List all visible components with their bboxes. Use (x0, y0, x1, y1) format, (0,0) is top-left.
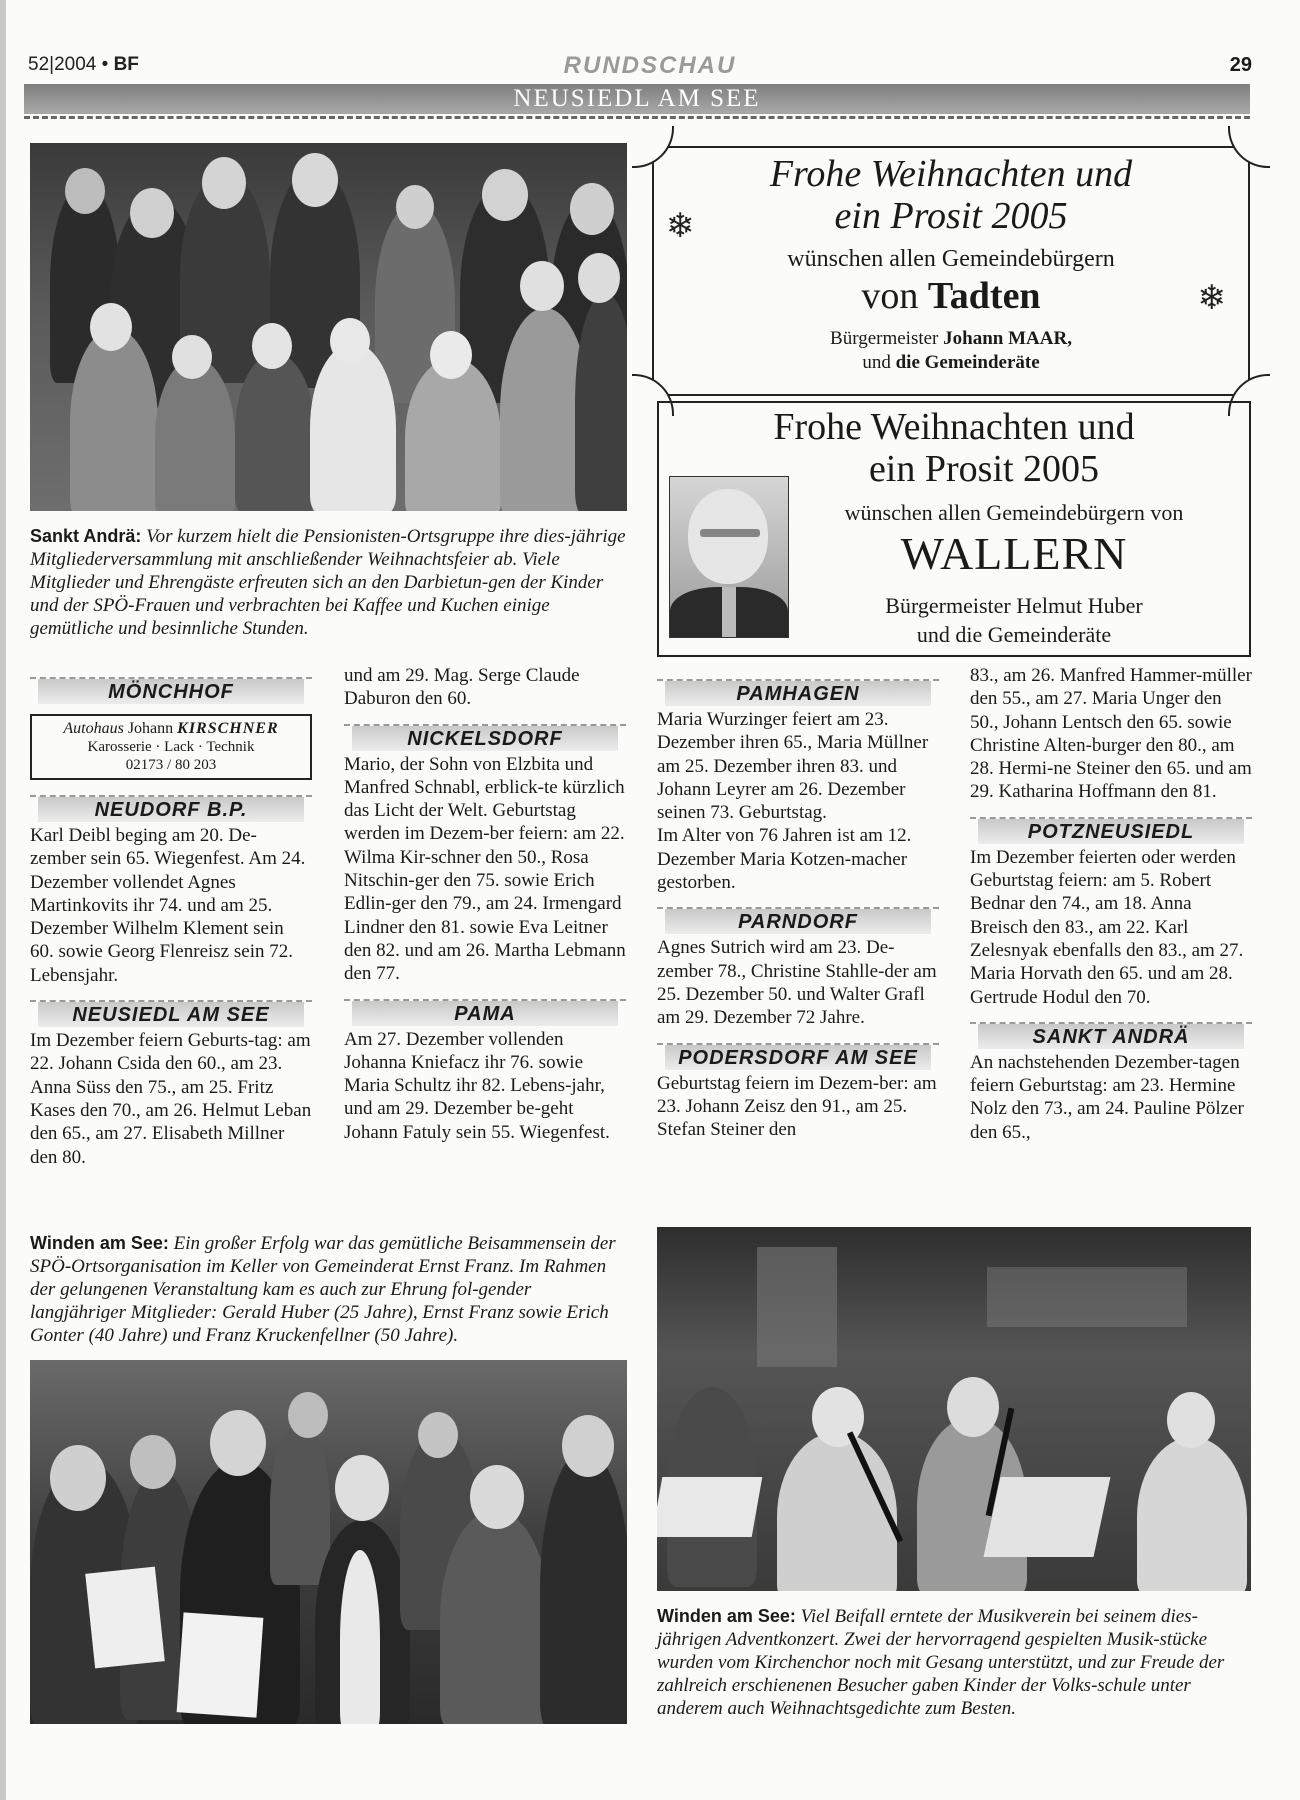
banner-divider (24, 116, 1250, 119)
heading-neusiedl: NEUSIEDL AM SEE (30, 993, 312, 1027)
ad-wallern (657, 401, 1251, 657)
heading-pamhagen: PAMHAGEN (657, 672, 939, 706)
heading-nickelsdorf: NICKELSDORF (344, 717, 626, 751)
ad-tadten-council: die Gemeinderäte (895, 352, 1040, 373)
text-neudorf: Karl Deibl beging am 20. De-zember sein 65. Wiegenfest. Am 24. Dezember vollendet Agnes Martinkovits ihr 74. und am 25. Dezember Wilhelm Klement sein 60. sowie Georg Flenreisz sein 72. Lebensjahr. (30, 825, 306, 986)
heading-potzneusiedl: POTZNEUSIEDL (970, 810, 1252, 844)
heading-parndorf: PARNDORF (657, 900, 939, 934)
ad-wallern-line6: und die Gemeinderäte (916, 622, 1112, 647)
mayor-portrait (669, 476, 789, 638)
heading-pama: PAMA (344, 992, 626, 1026)
text-sankt-andrae: An nachstehenden Dezember-tagen feiern Geburtstag: am 23. Hermine Nolz den 73., am 24. Pauline Pölzer den 65., (970, 1051, 1244, 1143)
caption-place: Sankt Andrä: (30, 526, 142, 546)
page-edge (0, 0, 6, 1800)
column-2 (344, 664, 626, 1144)
caption-text: Vor kurzem hielt die Pensionisten-Ortsgruppe ihre dies-jährige Mitgliederversammlung mit anschließender Weihnachtsfeier ab. Viele Mitglieder und Ehrengäste erfreuten sich an den Darbietun-gen der Kinder und der SPÖ-Frauen und verbrachten bei Kaffee und Kuchen einige gemütliche und besinnliche Stunden. (30, 526, 626, 639)
ad-tadten-mayor-title: Bürgermeister (830, 328, 944, 349)
ad-tadten-line2: ein Prosit 2005 (834, 195, 1068, 237)
caption-place: Winden am See: (30, 1233, 169, 1253)
snowflake-icon: ❄ (1197, 280, 1226, 317)
issue-number: 52|2004 (28, 54, 97, 75)
page-number: 29 (1229, 54, 1252, 76)
ad-tadten-town: Tadten (927, 275, 1041, 317)
heading-moenchhof: MÖNCHHOF (30, 670, 312, 704)
ad-tadten-mayor-name: Johann MAAR, (943, 328, 1072, 349)
snowflake-icon: ❄ (666, 208, 695, 245)
text-pamhagen-obit: Im Alter von 76 Jahren ist am 12. Dezember Maria Kotzen-macher gestorben. (657, 825, 912, 894)
caption-place: Winden am See: (657, 1606, 796, 1626)
ad-wallern-line1: Frohe Weihnachten und (773, 406, 1135, 448)
text-nickelsdorf: Mario, der Sohn von Elzbita und Manfred Schnabl, erblick-te kürzlich das Licht der Welt. Geburtstag werden im Dezem-ber feiern: am 22. Wilma Kir-schner den 50., Rosa Nitschin-ger den 75. sowie Erich Edlin-ger den 79., am 24. Irmengard Lindner den 81. sowie Eva Leitner den 82. und am 26. Martha Lebmann den 77. (344, 753, 626, 985)
ad-wallern-line3: wünschen allen Gemeindebürgern von (844, 500, 1184, 525)
ad-wallern-line5: Bürgermeister Helmut Huber (885, 593, 1143, 618)
caption-winden-musikverein (657, 1605, 1251, 1720)
text-moenchhof-cont: und am 29. Mag. Serge Claude Daburon den 60. (344, 665, 580, 710)
photo-sankt-andrae (30, 143, 627, 511)
ad-tadten (652, 146, 1250, 396)
caption-text: Viel Beifall erntete der Musikverein bei seinem dies-jährigen Adventkonzert. Zwei der hervorragend gespielten Musik-stücke wurden vom Kirchenchor noch mit Gesang unterstützt, und zur Freude der zahlreich erschienenen Besucher gaben Kinder der Volks-schule unter anderem auch Weihnachtsgedichte zum Besten. (657, 1606, 1225, 1719)
text-neusiedl: Im Dezember feiern Geburts-tag: am 22. Johann Csida den 60., am 23. Anna Süss den 75., am 25. Fritz Kases den 70., am 26. Helmut Leban den 65., am 27. Elisabeth Millner den 80. (30, 1030, 312, 1168)
ad-tadten-und: und (862, 352, 896, 373)
ad-tadten-line6 (654, 352, 1248, 374)
ad-tadten-von: von (861, 275, 928, 317)
ad-tadten-line1: Frohe Weihnachten und (769, 153, 1133, 195)
caption-winden-spoe (30, 1232, 630, 1347)
text-pama: Am 27. Dezember vollenden Johanna Kniefacz ihr 76. sowie Maria Schultz ihr 82. Lebens-jahr, und am 29. Dezember be-geht Johann Fatuly sein 55. Wiegenfest. (344, 1028, 610, 1143)
ad-wallern-line2: ein Prosit 2005 (868, 448, 1100, 490)
photo-winden-spoe (30, 1360, 627, 1724)
ad-tadten-line3: wünschen allen Gemeindebürgern (787, 246, 1115, 272)
ad-tadten-line4 (654, 274, 1248, 318)
text-pamhagen: Maria Wurzinger feiert am 23. Dezember ihren 65., Maria Müllner am 25. Dezember ihren 83. und Johann Leyrer am 26. Dezember seinen 73. Geburtstag. (657, 709, 929, 824)
text-podersdorf-cont: 83., am 26. Manfred Hammer-müller den 55., am 27. Maria Unger den 50., Johann Lentsch den 65. sowie Christine Alten-burger den 80., am 28. Hermi-ne Steiner den 65. und am 29. Katharina Hoffmann den 81. (970, 665, 1252, 803)
photo-winden-musikverein (657, 1227, 1251, 1591)
ad-autohaus-kirschner (30, 714, 312, 780)
ad-kirschner-name: Autohaus Johann KIRSCHNER (63, 720, 279, 737)
text-podersdorf: Geburtstag feiern im Dezem-ber: am 23. Johann Zeisz den 91., am 25. Stefan Steiner den (657, 1072, 937, 1141)
heading-neudorf: NEUDORF B.P. (30, 788, 312, 822)
ad-tadten-line5 (654, 328, 1248, 350)
text-parndorf: Agnes Sutrich wird am 23. De-zember 78., Christine Stahlle-der am 25. Dezember 50. und Walter Grafl am 29. Dezember 72 Jahre. (657, 937, 937, 1029)
column-1 (30, 664, 312, 1169)
text-potzneusiedl: Im Dezember feierten oder werden Geburtstag feiern: am 5. Robert Bednar den 74., am 18. Anna Breisch den 83., am 22. Karl Zelesnyak ebenfalls den 83., am 27. Maria Horvath den 65. und am 28. Gertrude Hodul den 70. (970, 846, 1244, 1008)
column-4 (970, 664, 1252, 1144)
caption-text: Ein großer Erfolg war das gemütliche Beisammensein der SPÖ-Ortsorganisation im Keller von Gemeinderat Ernst Franz. Im Rahmen der gelungenen Veranstaltung kam es auch zur Ehrung fol-gender langjähriger Mitglieder: Gerald Huber (25 Jahre), Ernst Franz sowie Erich Gonter (40 Jahre) und Franz Kruckenfellner (50 Jahre). (30, 1233, 616, 1346)
region-banner: NEUSIEDL AM SEE (24, 84, 1250, 114)
section-title: RUNDSCHAU (563, 52, 737, 79)
ad-kirschner-phone: 02173 / 80 203 (125, 757, 217, 773)
caption-sankt-andrae (30, 525, 630, 640)
ad-kirschner-services: Karosserie · Lack · Technik (87, 739, 255, 755)
column-3 (657, 666, 939, 1141)
ad-wallern-town: WALLERN (900, 528, 1128, 579)
separator-bullet: • (101, 54, 109, 75)
paper-name: BF (113, 54, 139, 75)
heading-sankt-andrae: SANKT ANDRÄ (970, 1015, 1252, 1049)
heading-podersdorf: PODERSDORF AM SEE (657, 1036, 939, 1070)
